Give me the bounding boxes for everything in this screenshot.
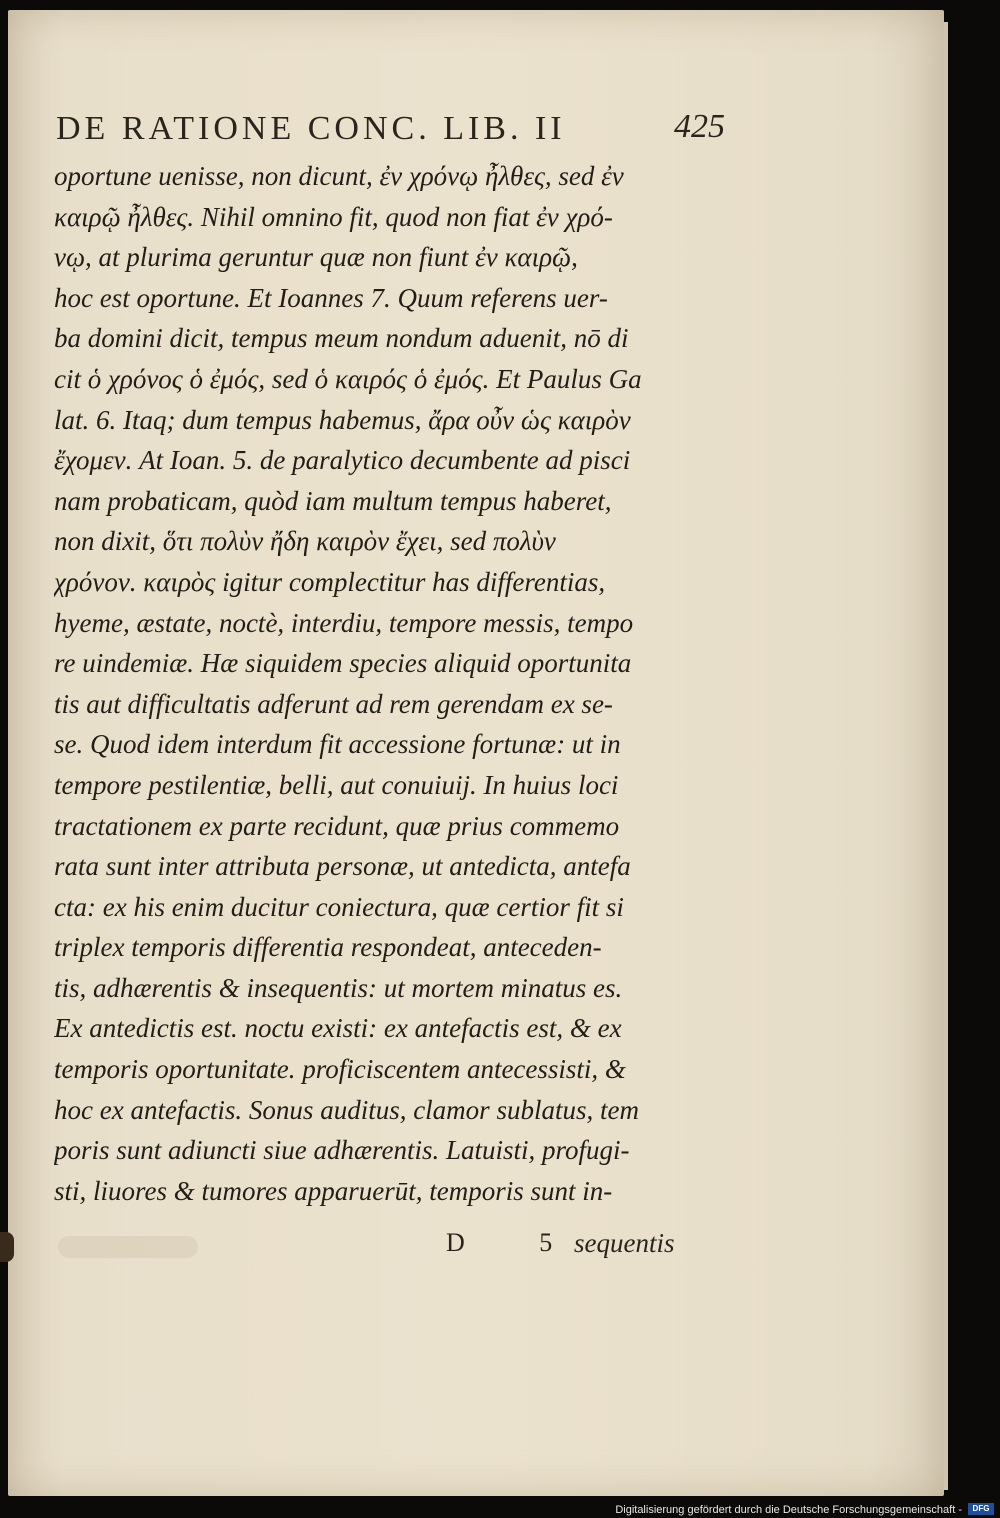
binding-notch — [0, 1232, 14, 1262]
text-line: sti, liuores & tumores apparuerūt, temporis sunt in- — [54, 1175, 613, 1206]
page-footer — [8, 1228, 948, 1268]
text-line: νῳ, at plurima geruntur quæ non fiunt ἐν καιρῷ, — [54, 242, 578, 273]
folio-number: 425 — [674, 108, 725, 145]
text-line: tempore pestilentiæ, belli, aut conuiuij. In huius loci — [54, 769, 619, 800]
text-line: tractationem ex parte recidunt, quæ prius commemo — [54, 810, 620, 841]
text-line: re uindemiæ. Hæ siquidem species aliquid oportunita — [54, 648, 632, 679]
digitization-credit: Digitalisierung gefördert durch die Deutsche Forschungsgemeinschaft - — [615, 1504, 962, 1516]
text-line: ba domini dicit, tempus meum nondum aduenit, nō di — [54, 323, 629, 354]
ink-smudge — [58, 1236, 198, 1258]
dfg-logo: DFG — [968, 1503, 994, 1515]
text-line: temporis oportunitate. proficiscentem antecessisti, & — [54, 1054, 626, 1085]
text-line: tis, adhærentis & insequentis: ut mortem minatus es. — [54, 972, 623, 1003]
text-line: καιρῷ ἦλθες. Nihil omnino fit, quod non fiat ἐν χρό- — [54, 201, 613, 232]
page-edge — [944, 22, 948, 1490]
text-line: non dixit, ὅτι πολὺν ἤδη καιρὸν ἔχει, sed πολὺν — [54, 526, 556, 557]
text-line: hoc ex antefactis. Sonus auditus, clamor sublatus, tem — [54, 1094, 639, 1125]
text-line: oportune uenisse, non dicunt, ἐν χρόνῳ ἦλθες, sed ἐν — [54, 161, 624, 191]
book-page — [8, 10, 944, 1496]
text-line: ἔχομεν. At Ioan. 5. de paralytico decumbente ad pisci — [54, 445, 631, 476]
text-line: hoc est oportune. Et Ioannes 7. Quum referens uer- — [54, 282, 608, 313]
running-title: DE RATIONE CONC. LIB. II — [56, 110, 566, 147]
text-line: nam probaticam, quòd iam multum tempus haberet, — [54, 485, 612, 516]
text-line: lat. 6. Itaq; dum tempus habemus, ἄρα οὖν ὡς καιρὸν — [54, 404, 631, 435]
signature-mark: D 5 — [446, 1228, 587, 1257]
text-line: se. Quod idem interdum fit accessione fortunæ: ut in — [54, 729, 621, 760]
catchword: sequentis — [574, 1228, 675, 1258]
text-line: poris sunt adiuncti siue adhærentis. Latuisti, profugi- — [54, 1135, 630, 1166]
text-line: χρόνον. καιρὸς igitur complectitur has differentias, — [54, 566, 606, 597]
text-line: tis aut difficultatis adferunt ad rem gerendam ex se- — [54, 688, 613, 719]
running-header — [56, 108, 725, 148]
text-line: Ex antedictis est. noctu existi: ex antefactis est, & ex — [54, 1013, 622, 1044]
text-line: triplex temporis differentia respondeat, anteceden- — [54, 932, 602, 963]
page-body-text — [54, 156, 694, 1211]
text-line: cit ὁ χρόνος ὁ ἐμός, sed ὁ καιρός ὁ ἐμός. Et Paulus Ga — [54, 363, 642, 394]
text-line: rata sunt inter attributa personæ, ut antedicta, antefa — [54, 851, 631, 882]
text-line: hyeme, æstate, noctè, interdiu, tempore messis, tempo — [54, 607, 634, 638]
text-line: cta: ex his enim ducitur coniectura, quæ certior fit si — [54, 891, 624, 922]
